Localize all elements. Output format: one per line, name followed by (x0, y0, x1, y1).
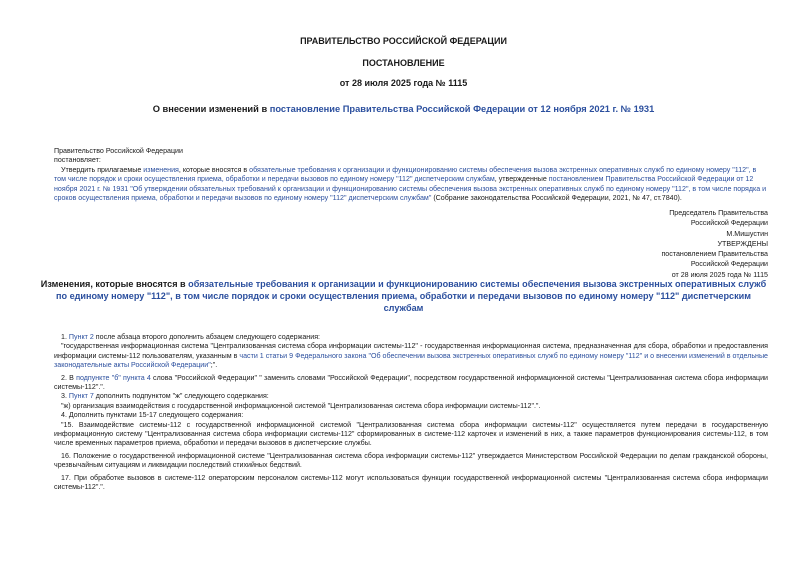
item-2-text: слова "Российской Федерации" " заменить словами "Российской Федерации", посредством государственной информационной системы "Централизованная система сбора информации системы-112".". (54, 373, 769, 392)
approved-line-3: Российской Федерации (690, 260, 768, 269)
intro-text-2: , которые вносятся в (178, 165, 250, 174)
intro-text-3: , утвержденные (494, 175, 549, 184)
item-3-quote: "ж) организация взаимодействия с государственной информационной системой "Централизованная система сбора информации системы-112".". (61, 401, 541, 410)
item-2-number: 2. В (61, 373, 77, 382)
item-1-link[interactable]: Пункт 2 (68, 333, 94, 341)
quote-1-text: "государственная информационная система "Централизованная система сбора информации системы-112" - государственная информационная система, предназначенная для сбора, обработки и предоставления информации системы-112 пользователям, указанным в (54, 342, 768, 360)
item-2 (54, 374, 768, 393)
approved-label: УТВЕРЖДЕНЫ (717, 239, 768, 248)
intro-paragraph (54, 166, 768, 204)
title-link[interactable]: постановление Правительства Российской Федерации от 12 ноября 2021 г. № 1931 (269, 104, 655, 114)
resolution-link[interactable]: постановлением Правительства Российской Федерации от 12 ноября 2021 г. № 1931 "Об утверждении обязательных требований к организации и функционированию системы обеспечения вызова экстренных оперативных служб по единому номеру "112", в том числе порядка и сроков осуществления приема, обработки и передачи вызовов по единому номеру "112" диспетчерским службам" (54, 175, 767, 203)
signature-name: М.Мишустин (726, 229, 768, 238)
intro-block (54, 147, 768, 203)
paragraph-17: 17. При обработке вызовов в системе-112 операторским персоналом системы-112 могут использоваться функции государственной информационной системы "Централизованная система сбора информации системы-112".". (54, 473, 768, 492)
government-name: ПРАВИТЕЛЬСТВО РОССИЙСКОЙ ФЕДЕРАЦИИ (300, 36, 507, 46)
approved-line-2: постановлением Правительства (661, 250, 768, 259)
paragraph-15: "15. Взаимодействие системы-112 с государственной информационной системой "Централизованная система сбора информации системы-112" осуществляется путем передачи в государственную информационную систему "Централизованная система сбора информации системы-112" сформированных в системе-112 карточек и изменений в них, а также параметров функционирования системы-112, в том числе временных параметров приема, обработки и передачи вызовов в диспетчерские службы. (54, 420, 768, 448)
changes-link[interactable]: изменения (143, 165, 179, 174)
title-prefix: О внесении изменений в (152, 104, 270, 114)
item-1-text: после абзаца второго дополнить абзацем следующего содержания: (93, 333, 321, 341)
item-3-link[interactable]: Пункт 7 (68, 392, 94, 401)
changes-title-prefix: Изменения, которые вносятся в (40, 279, 189, 289)
signature-block (661, 208, 768, 280)
item-2-link[interactable]: подпункте "б" пункта 4 (76, 373, 151, 382)
intro-text-1: Утвердить прилагаемые (61, 165, 144, 174)
changes-title-link[interactable]: обязательные требования к организации и функционированию системы обеспечения вызова экстренных оперативных служб по единому номеру "112", в том числе порядок и сроки осуществления приема, обработки и передачи вызовов по единому номеру "112" диспетчерским службам (56, 279, 767, 314)
item-3 (54, 392, 768, 401)
item-1-quote (54, 342, 768, 370)
approved-line-4: от 28 июля 2025 года № 1115 (671, 270, 768, 279)
changes-list (54, 333, 768, 493)
requirements-link[interactable]: обязательные требования к организации и функционированию системы обеспечения вызова экстренных оперативных служб по единому номеру "112", в том числе порядок и сроки осуществления приема, обработки и передачи вызовов по единому номеру "112" диспетчерским службам (54, 165, 757, 184)
item-3-text: дополнить подпунктом "ж" следующего содержания: (93, 392, 269, 401)
paragraph-16: 16. Положение о государственной информационной системе "Централизованная система сбора информации системы-112" утверждается Министерством Российской Федерации по делам гражданской обороны, чрезвычайным ситуациям и ликвидации последствий стихийных бедствий. (54, 451, 768, 470)
signature-org: Российской Федерации (690, 219, 768, 228)
item-1-number: 1. (61, 333, 69, 341)
item-4: 4. Дополнить пунктами 15-17 следующего содержания: (61, 411, 244, 420)
item-1 (54, 333, 768, 342)
quote-1-end: ;". (210, 361, 218, 370)
document-date-number: от 28 июля 2025 года № 1115 (339, 78, 468, 88)
intro-line-1: Правительство Российской Федерации (54, 147, 183, 155)
changes-title (36, 278, 771, 315)
document-title (0, 104, 807, 114)
signature-position: Председатель Правительства (669, 209, 768, 217)
intro-text-4: (Собрание законодательства Российской Федерации, 2021, № 47, ст.7840). (431, 194, 682, 203)
item-3-number: 3. (61, 392, 69, 401)
document-type: ПОСТАНОВЛЕНИЕ (362, 58, 445, 68)
intro-line-2: постановляет: (54, 156, 101, 165)
federal-law-link[interactable]: части 1 статьи 9 Федерального закона "Об обеспечении вызова экстренных оперативных служб по единому номеру "112" и о внесении изменений в отдельные законодательные акты Российской Федерации" (54, 351, 768, 370)
